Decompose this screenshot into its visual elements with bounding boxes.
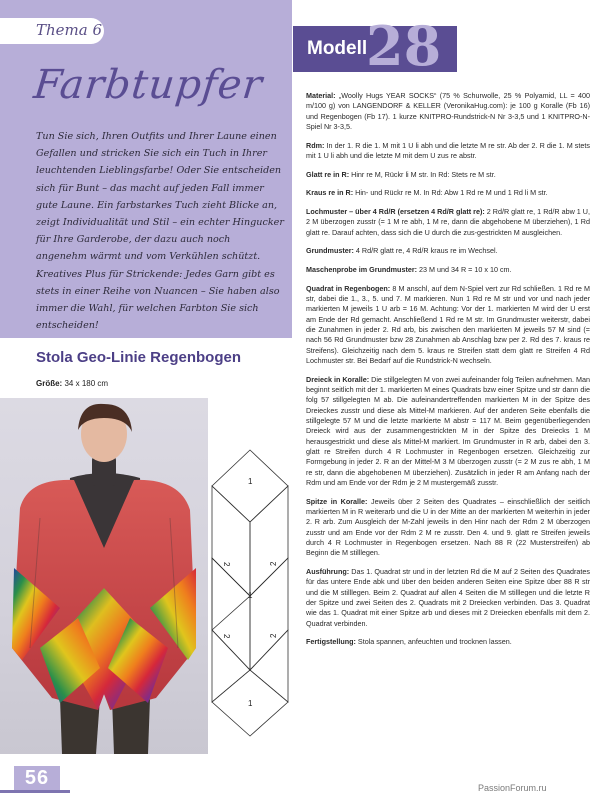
size-line	[36, 379, 108, 388]
right-triangle-lower	[250, 558, 288, 670]
intro-text: Tun Sie sich, Ihren Outfits und Ihrer Laune einen Gefallen und stricken Sie sich ein Tuch in Ihrer leuchtenden Lieblingsfarbe! Oder Sie entscheiden sich für Bunt – das macht auf jeden Fall immer gute Laune. Ein farbstarkes Tuch zieht Blicke an, zeigt Individualität und Stil – ein echter Hingucker für Ihre Garderobe, der dazu auch noch angenehm wärmt und vom Verkühlen schützt. Kreatives Plus für Strickende: Jedes Garn gibt es stets in einer Reihe von Nuancen – Sie haben also immer die Wahl, für welchen Farbton Sie sich entscheiden!	[36, 131, 284, 332]
middle-left-diamond	[212, 558, 250, 630]
page-number: 56	[14, 766, 60, 790]
page-title: Farbtupfer	[31, 62, 266, 108]
section-fertigstellung: Fertigstellung: Stola spannen, anfeuchten und trocknen lassen.	[306, 637, 512, 647]
size-value: 34 x 180 cm	[64, 379, 109, 388]
section-glatt-re: Glatt re in R: Hinr re M, Rückr li M str. In Rd: Stets re M str.	[306, 169, 496, 179]
watermark: PassionForum.ru	[478, 783, 547, 793]
bottom-rule	[0, 790, 70, 793]
section-grundmuster: Grundmuster: 4 Rd/R glatt re, 4 Rd/R kraus re im Wechsel.	[306, 246, 498, 256]
diagram-label-5: 2	[222, 634, 231, 639]
stola-schematic-diagram	[210, 448, 290, 738]
woman-wearing-stola-illustration	[0, 398, 208, 754]
section-kraus-re: Kraus re in R: Hin- und Rückr re M. In Rd: Abw 1 Rd re M und 1 Rd li M str.	[306, 188, 548, 198]
model-number: 28	[366, 14, 442, 78]
section-material: Material: „Woolly Hugs YEAR SOCKS“ (75 % Schurwolle, 25 % Polyamid, LL = 400 m/100 g) von LANGENDORF & KELLER (VeronikaHug.com): je 100 g Koralle (Fb 16) und Regenbogen (Fb 17). 1 kurze KNITPRO-Rundstrick-N Nr 3-3,5 und 1 KNITPRO-N-Spiel Nr 3-3,5.	[306, 91, 590, 132]
thema-label: Thema 6	[36, 21, 103, 39]
instructions	[306, 91, 590, 656]
diagram-label-6: 2	[269, 633, 278, 638]
diagram-label-4: 1	[248, 591, 253, 600]
top-square	[212, 450, 288, 522]
size-label: Größe:	[36, 379, 63, 388]
section-maschenprobe: Maschenprobe im Grundmuster: 23 M und 34 R = 10 x 10 cm.	[306, 264, 512, 274]
bottom-left-spitze	[212, 630, 250, 702]
left-triangle-lower	[212, 558, 250, 670]
product-photo	[0, 398, 208, 754]
section-rdm: Rdm: In der 1. R die 1. M mit 1 U li abh und die letzte M re str. Ab der 2. R die 1. M stets mit 1 U li abh und die letzte M mit dem U zus re abstr.	[306, 140, 590, 161]
section-ausfuehrung: Ausführung: Das 1. Quadrat str und in der letzten Rd die M auf 2 Seiten des Quadrates für das untere Ende abk und über den beiden anderen Seiten eine Spitze über 88 R str und die M stilllegen. Beim 2. Quadrat auf allen 4 Seiten die M stilllegen und die letzte R der Spitze und zwei Seiten des 2. Quadrats mit 2 Dreiecken verbinden. Das 3. Quadrat wie das 1. Quadrat mit einer Spitze arb und dieses mit 2 Dreiecken ebenfalls mit dem 2. Quadrat verbinden.	[306, 567, 590, 628]
left-triangle-upper	[212, 486, 250, 596]
section-quadrat: Quadrat in Regenbogen: 8 M anschl, auf dem N-Spiel vert zur Rd schließen. 1 Rd re M str, dabei die 1., 3., 5. und 7. M markieren. Nun 1 Rd re M str und vor und nach jeder markierten M jeweils 1 U arb = 16 M. Achtung: Vor der 1. markierten M wird der U erst am Ende der Rd gemacht. Anschließend 1 Rd re M str. Im Grundmuster weiterstr, dabei die Zunahmen in jeder 2. Rd arb, bis zwischen den markierten M jeweils 57 M sind (= nach 56 Rd Grundmuster bzw 28 Zunahmen ab Anschlag bzw per 2. Rd des 7. kraus re Streifens). Gleichzeitig nach dem 5. kraus re Streifen statt dem glatt re Streifen 4 Rd Lochmuster str. Bei Bedarf auf die Rundstrick-N wechseln.	[306, 283, 591, 365]
diagram-label-7: 1	[248, 699, 253, 708]
section-dreieck: Dreieck in Koralle: Die stillgelegten M von zwei aufeinander folg Teilen aufnehmen. Man beginnt seitlich mit der 1. markierten M eines Quadrats bzw einer Spitze und str dann die folg 57 stillgelegten M ab. Die aufeinandertreffenden markierten M in der Spitze des Dreieckes zusstr und diese als Mittel-M markieren. Auf der anderen Seite ebenfalls die stillgelegte 57 M und die letzte markierte M abstr = 117 M. Beim gegenüberliegenden Dreieck wird aus der zusammengestrickten M in der Spitze des Dreiecks 1 M herausgestrickt und diese als Mittel-M markiert. Im Grundmuster in R arb, dabei den 3. glatt re Streifen durch 4 R Lochmuster in Regenbogen ersetzen. Gleichzeitig zur Formgebung in jeder 2. R an der Mittel-M 3 M überzogen zusstr (= 2 M zus re abh, 1 M re str, dann die abgehobenen M überziehen). Zusätzlich in jeder R am Anfang nach der Rdm und am Ende vor der Rdm je 2 M mustergemäß zusstr.	[306, 374, 590, 488]
diagram-label-3: 2	[269, 561, 278, 566]
diagram-label-2: 2	[222, 562, 231, 567]
model-label: Modell	[307, 38, 368, 59]
bottom-right-spitze	[250, 630, 288, 702]
product-title: Stola Geo-Linie Regenbogen	[36, 349, 242, 366]
right-triangle-upper	[250, 486, 288, 596]
section-lochmuster: Lochmuster – über 4 Rd/R (ersetzen 4 Rd/R glatt re): 2 Rd/R glatt re, 1 Rd/R abw 1 U, 2 M überzogen zusstr (= 1 M re abh, 1 M re, dann die abgehobene M überziehen), 1 Rd glatt re. Darauf achten, dass sich die U durch die zus-gestrickten M ausgleichen.	[306, 206, 590, 237]
diagram-label-1: 1	[248, 477, 253, 486]
section-spitze: Spitze in Koralle: Jeweils über 2 Seiten des Quadrates – einschließlich der seitlich markierten M in R weiterarb und die U in der Mitte an der markierten M weiterhin in jeder 2. R arb. Zum Ausgleich der M-Zahl jeweils in den Hinr nach der Rdm 2 M überzogen zusstr und am Ende vor der Rdm 2 M re zusstr. Den 4. und 9. glatt re Streifen jeweils durch 4 R Lochmuster in Regenbogen ersetzen. Nach 88 R (22 Musterstreifen) ab Beginn die M stilllegen.	[306, 496, 590, 558]
